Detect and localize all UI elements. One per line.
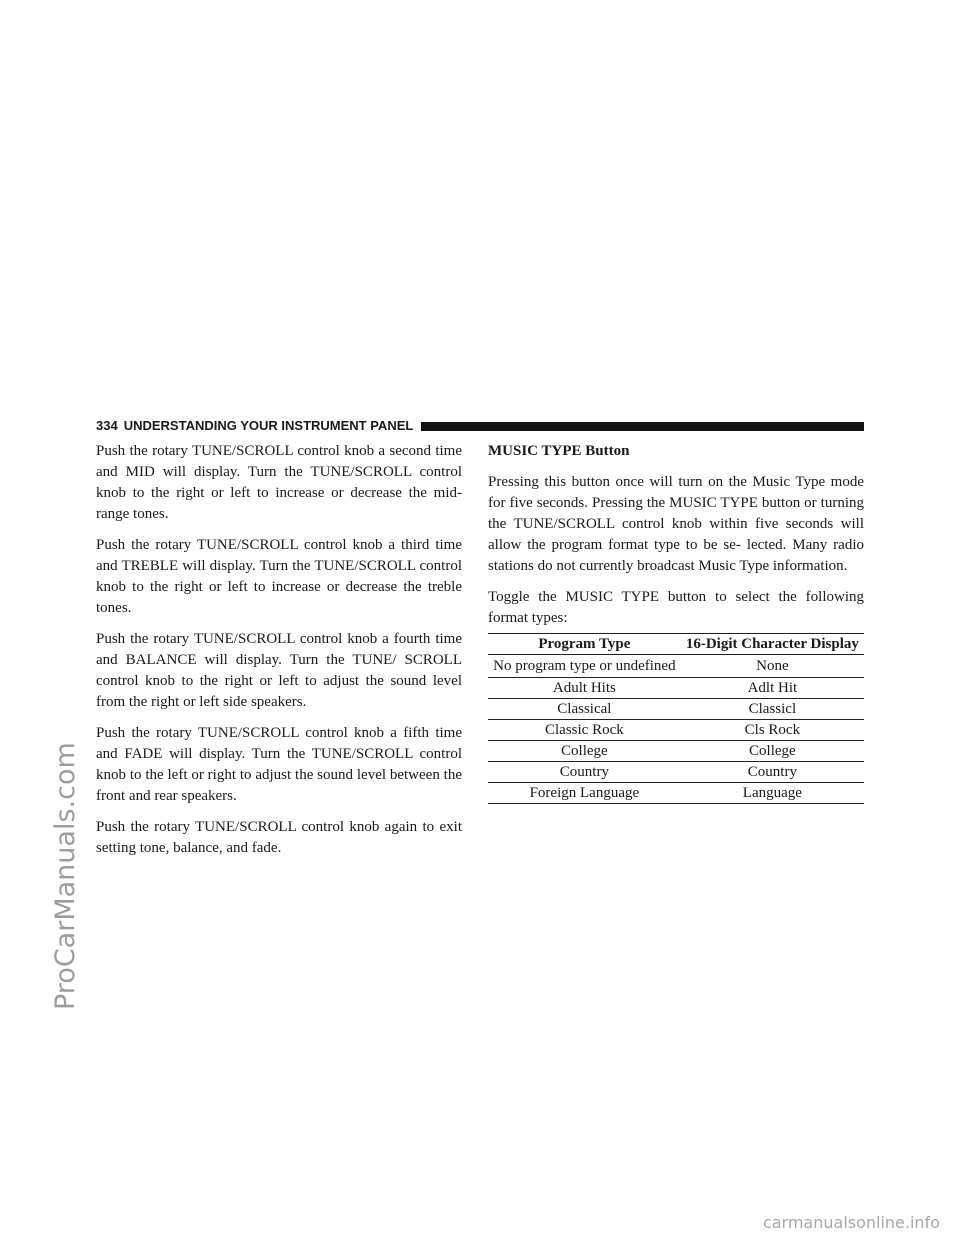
program-type-table bbox=[488, 633, 864, 804]
side-watermark: ProCarManuals.com bbox=[50, 742, 81, 1010]
table-cell: Adult Hits bbox=[488, 678, 681, 699]
table-row bbox=[488, 699, 864, 720]
left-column bbox=[96, 441, 462, 869]
table-header-character-display: 16-Digit Character Display bbox=[681, 634, 864, 655]
table-cell: Foreign Language bbox=[488, 783, 681, 804]
table-cell: Country bbox=[681, 762, 864, 783]
table-cell: Classical bbox=[488, 699, 681, 720]
table-cell: Classicl bbox=[681, 699, 864, 720]
table-cell: None bbox=[681, 655, 864, 678]
table-row bbox=[488, 678, 864, 699]
table-cell: College bbox=[681, 741, 864, 762]
paragraph-exit: Push the rotary TUNE/SCROLL control knob again to exit setting tone, balance, and fade. bbox=[96, 819, 462, 856]
page-number: 334 bbox=[96, 418, 118, 433]
table-cell: Adlt Hit bbox=[681, 678, 864, 699]
page-header bbox=[96, 416, 864, 436]
table-row bbox=[488, 720, 864, 741]
right-column bbox=[488, 441, 864, 804]
header-rule bbox=[421, 422, 864, 431]
table-row bbox=[488, 762, 864, 783]
paragraph-treble: Push the rotary TUNE/SCROLL control knob a third time and TREBLE will display. Turn the TUNE/SCROLL control knob to the right or left to increase or decrease the treble tones. bbox=[96, 537, 462, 616]
section-heading: MUSIC TYPE Button bbox=[488, 443, 630, 459]
table-cell: College bbox=[488, 741, 681, 762]
paragraph-mid: Push the rotary TUNE/SCROLL control knob a second time and MID will display. Turn the TUNE/SCROLL control knob to the right or left to increase or decrease the mid-range tones. bbox=[96, 443, 462, 522]
paragraph-balance: Push the rotary TUNE/SCROLL control knob a fourth time and BALANCE will display. Turn the TUNE/ SCROLL control knob to the right or left to adjust the sound level from the right or left side speakers. bbox=[96, 631, 462, 710]
paragraph-toggle: Toggle the MUSIC TYPE button to select the following format types: bbox=[488, 589, 864, 626]
paragraph-music-type: Pressing this button once will turn on the Music Type mode for five seconds. Pressing the MUSIC TYPE button or turning the TUNE/SCROLL control knob within five seconds will allow the program format type to be se- lected. Many radio stations do not currently broadcast Music Type information. bbox=[488, 474, 864, 574]
table-row bbox=[488, 783, 864, 804]
table-row bbox=[488, 741, 864, 762]
table-cell: No program type or undefined bbox=[488, 655, 681, 678]
paragraph-fade: Push the rotary TUNE/SCROLL control knob a fifth time and FADE will display. Turn the TUNE/SCROLL control knob to the left or right to adjust the sound level between the front and rear speakers. bbox=[96, 725, 462, 804]
table-row bbox=[488, 655, 864, 678]
section-title: UNDERSTANDING YOUR INSTRUMENT PANEL bbox=[123, 418, 414, 433]
table-cell: Classic Rock bbox=[488, 720, 681, 741]
table-cell: Language bbox=[681, 783, 864, 804]
table-cell: Country bbox=[488, 762, 681, 783]
table-header-program-type: Program Type bbox=[488, 634, 681, 655]
table-cell: Cls Rock bbox=[681, 720, 864, 741]
bottom-watermark: carmanualsonline.info bbox=[762, 1213, 940, 1232]
table-header-row bbox=[488, 634, 864, 655]
